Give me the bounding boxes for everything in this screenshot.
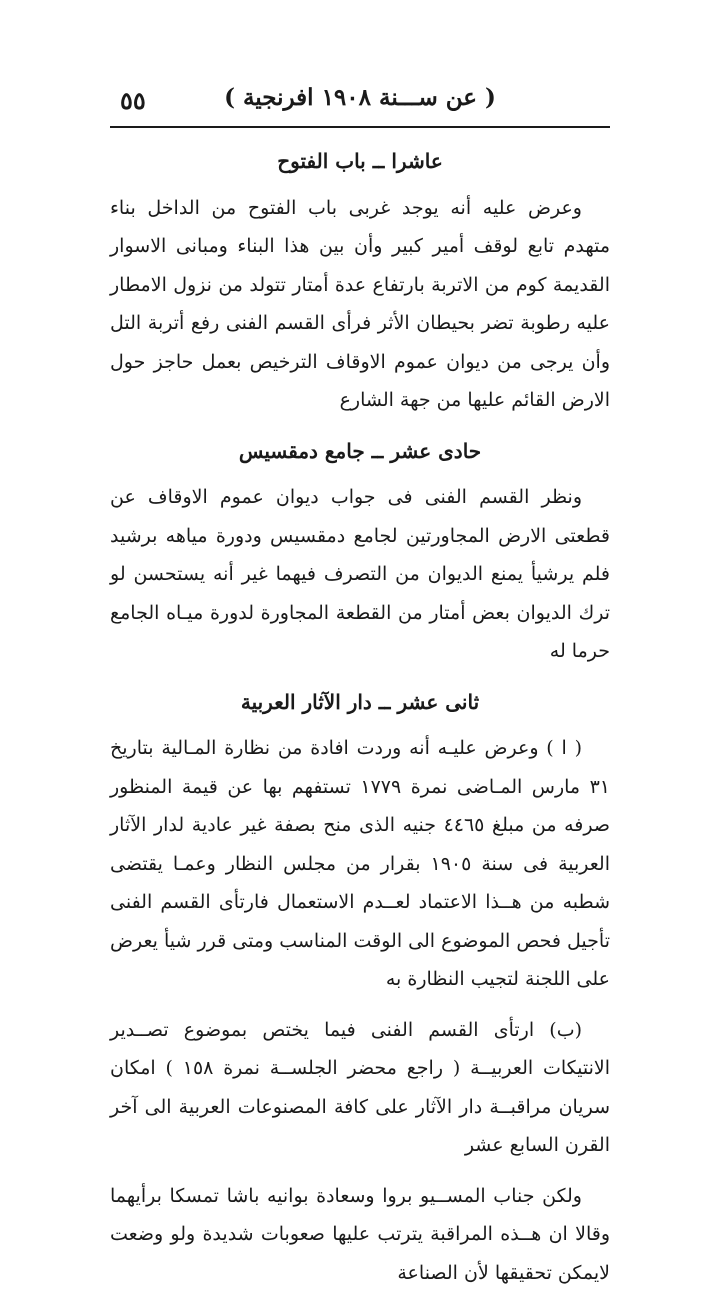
paragraph: ( ا ) وعرض عليـه أنه وردت افادة من نظارة المـالية بتاريخ ٣١ مارس المـاضى نمرة ١٧٧٩ تستفهم بها عن قيمة المنظور صرفه من مبلغ ٤٤٦٥ جنيه الذى منح بصفة غير عادية لدار الآثار العربية فى سنة ١٩٠٥ بقرار من مجلس النظار وعمـا يقتضى شطبه من هــذا الاعتماد لعــدم الاستعمال فارتأى القسم الفنى تأجيل فحص الموضوع الى الوقت المناسب ومتى قرر شيأ يعرض على اللجنة لتجيب النظارة به — [110, 737, 610, 990]
page-header — [110, 72, 610, 128]
paragraph: ونظر القسم الفنى فى جواب ديوان عموم الاوقاف عن قطعتى الارض المجاورتين لجامع دمقسيس ودورة مياهه برشيد فلم يرشيأ يمنع الديوان من التصرف فيهما غير أنه يستحسن لو ترك الديوان بعض أمتار من القطعة المجاورة لدورة ميـاه الجامع حرما له — [110, 486, 610, 662]
section-heading-10: عاشرا ــ باب الفتوح — [277, 149, 443, 173]
paragraph: (ب) ارتأى القسم الفنى فيما يختص بموضوع تصــدير الانتيكات العربيــة ( راجع محضر الجلســة نمرة ١٥٨ ) امكان سريان مراقبــة دار الآثار على كافة المصنوعات العربية الى آخر القرن السابع عشر — [110, 1018, 610, 1156]
paragraph: ولكن جناب المســيو بروا وسعادة بوانيه باشا تمسكا برأيهما وقالا ان هــذه المراقبة يترتب عليها صعوبات شديدة ولو وضعت لايمكن تحقيقها لأن الصناعة — [110, 1184, 610, 1284]
page-number: ٥٥ — [120, 86, 146, 115]
section-heading-11: حادى عشر ــ جامع دمقسيس — [238, 438, 482, 463]
running-title: ( عن ســـنة ١٩٠٨ افرنجية ) — [224, 84, 496, 111]
paragraph: وعرض عليه أنه يوجد غربى باب الفتوح من الداخل بناء متهدم تابع لوقف أمير كبير وأن بين هذا البناء ومبانى الاسوار القديمة كوم من الاتربة بارتفاع عدة أمتار تتولد من نزول الامطار عليه رطوبة تضر بحيطان الأثر فرأى القسم الفنى رفع أتربة التل وأن يرجى من ديوان عموم الاوقاف الترخيص بعمل حاجز حول الارض القائم عليها من جهة الشارع — [110, 196, 610, 411]
section-heading-12: ثانى عشر ــ دار الآثار العربية — [240, 689, 480, 714]
page-content — [110, 140, 610, 1304]
